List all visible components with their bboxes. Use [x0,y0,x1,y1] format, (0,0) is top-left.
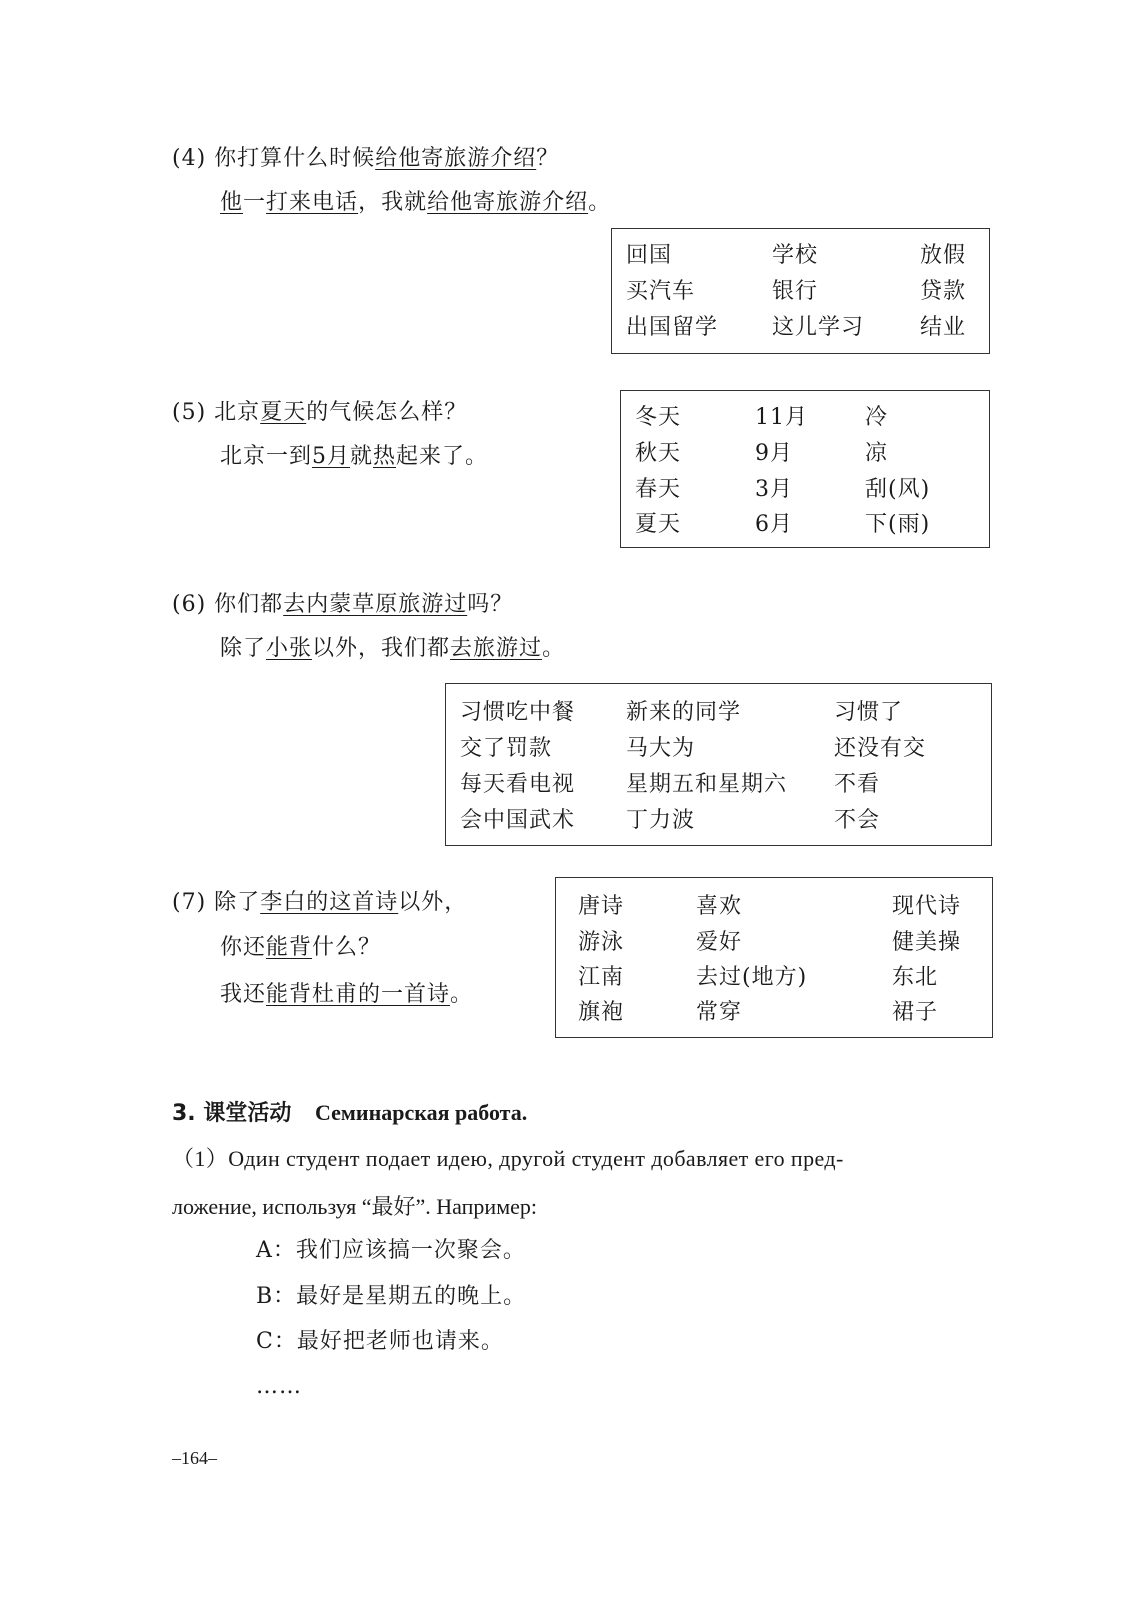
dialog-line-c: C：最好把老师也请来。 [256,1329,504,1354]
table-cell: 健美操 [892,930,962,955]
dialog-ellipsis: …… [256,1374,302,1399]
task-paragraph-line2: ложение, используя “最好”. Например: [172,1194,537,1219]
table-cell: 爱好 [696,930,743,955]
ex7-question-line2: 你还能背什么？ [220,935,382,960]
ex6-number: (6) [172,592,207,617]
table-cell: 夏天 [635,512,682,537]
table-cell: 11月 [755,405,808,430]
table-cell: 游泳 [578,930,625,955]
table-cell: 每天看电视 [460,772,576,797]
table-cell: 习惯吃中餐 [460,700,576,725]
ex4-question: (4) 你打算什么时候给他寄旅游介绍？ [172,146,560,171]
ex6-question: (6) 你们都去内蒙草原旅游过吗？ [172,592,514,617]
table-cell: 银行 [772,279,819,304]
table-cell: 秋天 [635,441,682,466]
section-heading-ru: Семинарская работа. [315,1100,528,1125]
table-cell: 凉 [865,441,889,466]
table-cell: 冷 [865,405,889,430]
table-cell: 新来的同学 [626,700,742,725]
table-cell: 交了罚款 [460,736,553,761]
table-cell: 出国留学 [626,315,719,340]
table-cell: 结业 [920,315,967,340]
ex5-question: (5) 北京夏天的气候怎么样？ [172,400,468,425]
ex5-number: (5) [172,400,207,425]
ex7-substitution-table [555,877,993,1038]
table-cell: 放假 [920,243,967,268]
ex6-answer: 除了小张以外，我们都去旅游过。 [220,636,566,661]
table-cell: 裙子 [892,1000,939,1025]
table-cell: 唐诗 [578,894,625,919]
table-cell: 东北 [892,965,939,990]
table-cell: 回国 [626,243,673,268]
table-cell: 旗袍 [578,1000,625,1025]
ex6-substitution-table [445,683,992,846]
table-cell: 马大为 [626,736,696,761]
table-cell: 不会 [834,808,881,833]
table-cell: 9月 [755,441,793,466]
dialog-line-a: A：我们应该搞一次聚会。 [256,1238,526,1263]
table-cell: 不看 [834,772,881,797]
table-cell: 学校 [772,243,819,268]
ex5-substitution-table [620,390,990,548]
dialog-line-b: B：最好是星期五的晚上。 [256,1284,527,1309]
ex4-substitution-table [611,228,990,354]
table-cell: 丁力波 [626,808,696,833]
table-cell: 6月 [755,512,793,537]
task-paragraph-line1: （1）Один студент подает идею, другой студент добавляет его пред- [172,1146,844,1171]
ex4-answer: 他一打来电话，我就给他寄旅游介绍。 [220,190,612,215]
table-cell: 还没有交 [834,736,927,761]
table-cell: 星期五和星期六 [626,772,788,797]
table-cell: 会中国武术 [460,808,576,833]
table-cell: 春天 [635,477,682,502]
table-cell: 江南 [578,965,625,990]
table-cell: 这儿学习 [772,315,865,340]
page-number: –164– [172,1448,217,1468]
section-heading-cn: 3. 课堂活动 [172,1101,292,1126]
ex7-question-line1: (7) 除了李白的这首诗以外， [172,890,468,915]
table-cell: 买汽车 [626,279,696,304]
table-cell: 现代诗 [892,894,962,919]
table-cell: 常穿 [696,1000,743,1025]
table-cell: 去过(地方) [696,965,808,990]
ex4-number: (4) [172,146,207,171]
table-cell: 习惯了 [834,700,904,725]
ex5-answer: 北京一到5月就热起来了。 [220,444,489,469]
section-heading [172,1098,527,1129]
table-cell: 3月 [755,477,793,502]
table-cell: 下(雨) [865,512,931,537]
table-cell: 刮(风) [865,477,931,502]
ex7-answer: 我还能背杜甫的一首诗。 [220,982,474,1007]
table-cell: 喜欢 [696,894,743,919]
ex7-number: (7) [172,890,207,915]
table-cell: 冬天 [635,405,682,430]
table-cell: 贷款 [920,279,967,304]
